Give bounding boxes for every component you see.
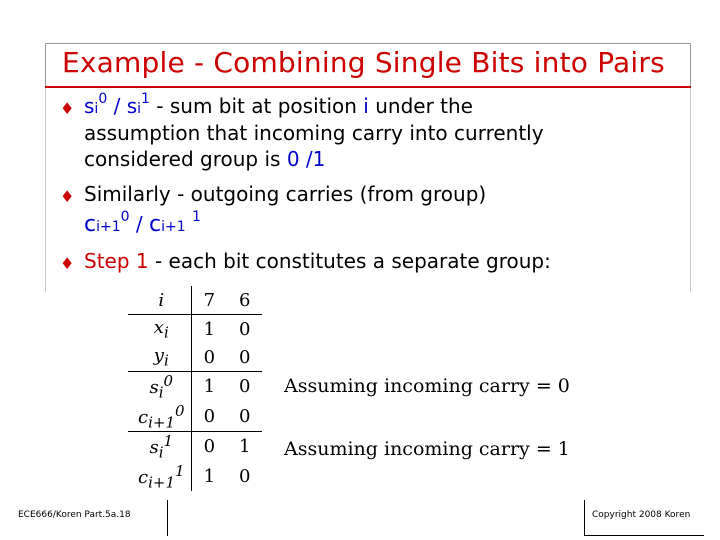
c-subscript: i+1 [96, 219, 121, 235]
row-label-yi: $y_i$ [128, 343, 191, 372]
c-symbol: c [84, 212, 97, 237]
cell: 0 [227, 372, 262, 402]
bullet-2-line-2 [84, 209, 201, 237]
cell: 7 [203, 289, 216, 311]
bullet-1-line-3-text: considered group is [84, 147, 287, 171]
bullet-1-text-2: under the [368, 94, 473, 118]
cell: 0 [239, 346, 251, 368]
slide-frame-left [45, 43, 46, 87]
cell: 0 [227, 315, 262, 344]
step-text: - each bit constitutes a separate group: [148, 249, 551, 273]
cell: 0 [203, 346, 216, 368]
note-carry-0: Assuming incoming carry = 0 [284, 375, 570, 397]
s-subscript-2: i [137, 101, 142, 117]
footer-left: ECE666/Koren Part.5a.18 [18, 510, 131, 520]
carry-values: 0 /1 [286, 147, 326, 171]
cell: 6 [239, 289, 251, 311]
row-label-c1i1: $c_{i+1}^1$ [128, 462, 191, 492]
slash-1: / [113, 94, 121, 118]
s-subscript: i [94, 101, 99, 117]
row-label-c0i1: $c_{i+1}^0$ [128, 402, 191, 432]
c-superscript-0: 0 [120, 209, 130, 225]
row-label-i: i [128, 286, 191, 315]
footer-underline-right [584, 535, 704, 536]
cell: 0 [203, 405, 216, 427]
title-underline [45, 86, 691, 88]
cell: 0 [191, 432, 227, 462]
slide-frame-right [690, 43, 691, 87]
table-row [128, 286, 262, 315]
cell: 0 [239, 466, 251, 488]
bullet-1-line-1 [84, 91, 473, 118]
table-row [128, 343, 262, 372]
c-subscript-2: i+1 [161, 219, 186, 235]
s-symbol: s [84, 94, 95, 118]
s-symbol-2: s [126, 94, 138, 118]
bit-table [128, 286, 262, 491]
slide-frame-left-lower [45, 87, 46, 292]
footer-divider-right [584, 500, 585, 536]
slash-2: / [135, 212, 143, 236]
slide-frame-top [45, 43, 691, 44]
table-row [128, 402, 262, 432]
table-row [128, 462, 262, 492]
bullet-1-text-1: - sum bit at position [149, 94, 364, 118]
row-label-s0i: $s_i^0$ [128, 372, 191, 402]
table-row [128, 432, 262, 462]
row-label-s1i: $s_i^1$ [128, 432, 191, 462]
bullet-3 [84, 249, 551, 273]
note-carry-1: Assuming incoming carry = 1 [284, 438, 570, 460]
slide-frame-right-lower [690, 87, 691, 292]
position-i: i [363, 94, 369, 118]
diamond-bullet-icon: ♦ [60, 187, 75, 206]
diamond-bullet-icon: ♦ [60, 254, 75, 273]
slide-title: Example - Combining Single Bits into Pairs [62, 46, 665, 79]
step-label: Step 1 [84, 249, 149, 273]
footer-right: Copyright 2008 Koren [592, 510, 691, 520]
table-row [128, 315, 262, 344]
cell: 1 [191, 315, 227, 344]
c-symbol-2: c [149, 212, 162, 237]
cell: 1 [227, 432, 262, 462]
cell: 1 [203, 466, 216, 488]
table-row [128, 372, 262, 402]
s-superscript-0: 0 [98, 91, 108, 107]
bullet-1-line-3 [84, 147, 325, 171]
cell: 1 [191, 372, 227, 402]
bullet-2-line-1: Similarly - outgoing carries (from group) [84, 182, 487, 206]
footer-divider-left [167, 500, 168, 536]
bullet-1-line-2: assumption that incoming carry into currently [84, 121, 544, 145]
diamond-bullet-icon: ♦ [60, 99, 75, 118]
s-superscript-1: 1 [141, 91, 150, 107]
c-superscript-1: 1 [192, 209, 201, 225]
cell: 0 [239, 405, 251, 427]
row-label-xi: $x_i$ [128, 315, 191, 344]
